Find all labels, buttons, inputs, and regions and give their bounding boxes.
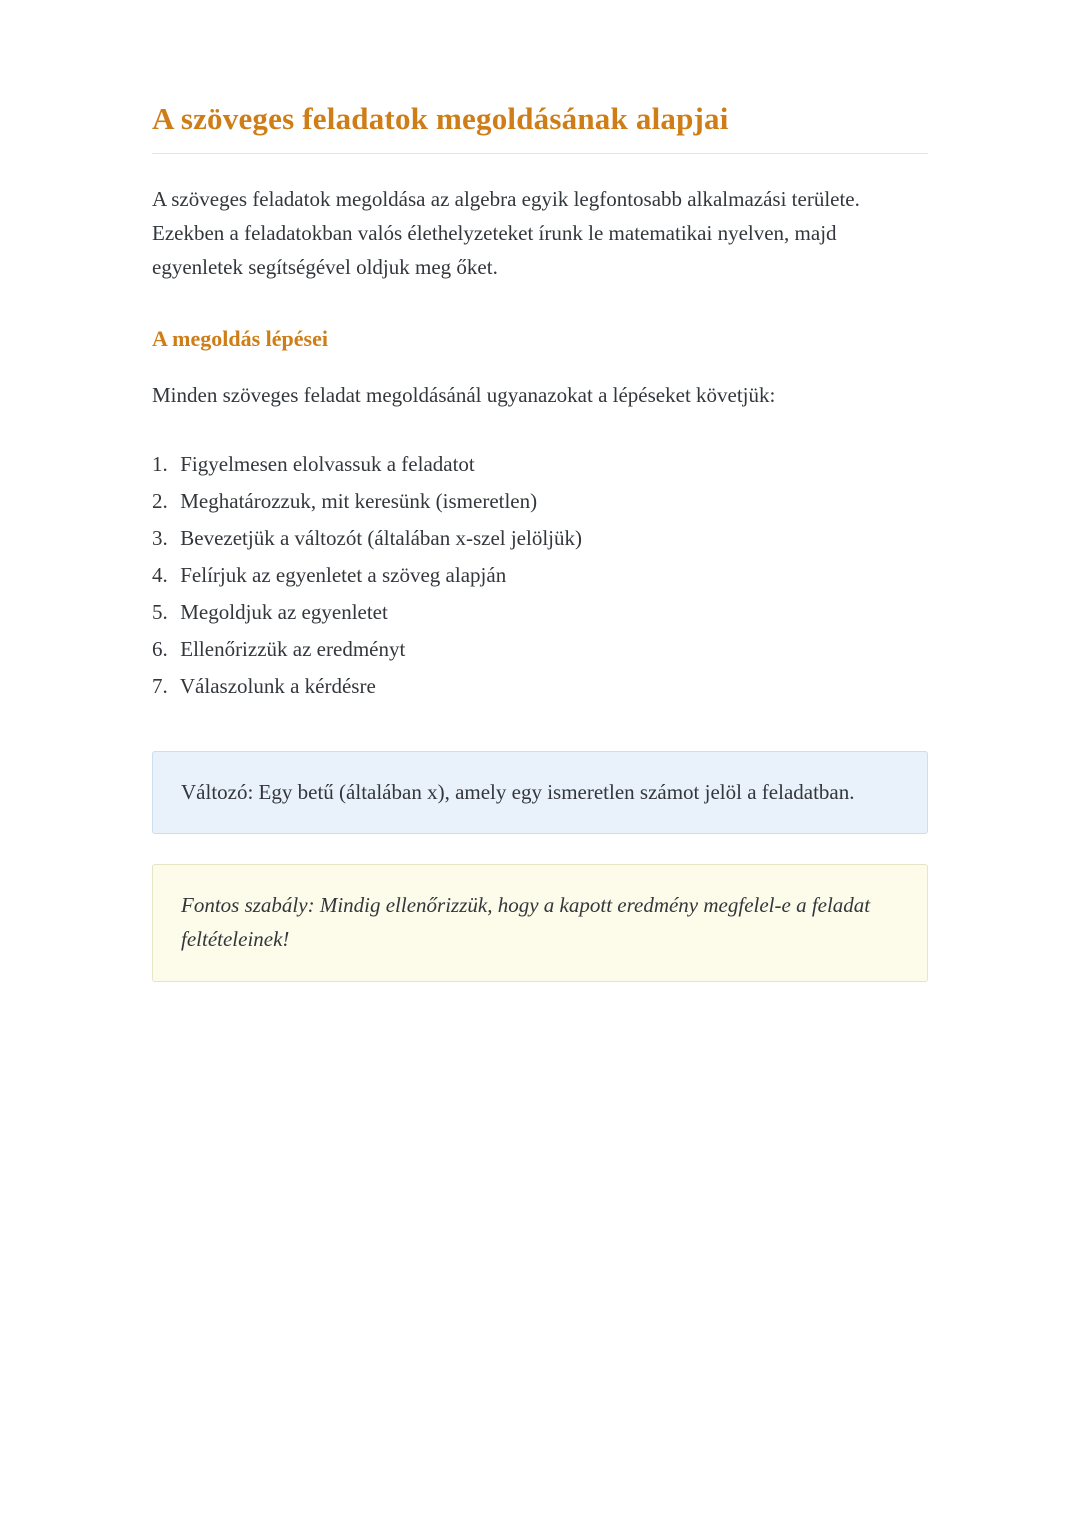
list-item-text: Bevezetjük a változót (általában x-szel jelöljük) bbox=[180, 525, 582, 550]
list-item-text: Figyelmesen elolvassuk a feladatot bbox=[180, 451, 475, 476]
list-item bbox=[152, 446, 928, 483]
list-item-text: Meghatározzuk, mit keresünk (ismeretlen) bbox=[180, 488, 538, 513]
list-item-text: Megoldjuk az egyenletet bbox=[180, 599, 388, 624]
section-heading: A megoldás lépései bbox=[152, 325, 328, 351]
steps-intro-paragraph: Minden szöveges feladat megoldásánál ugyanazokat a lépéseket követjük: bbox=[152, 382, 776, 407]
page-title: A szöveges feladatok megoldásának alapjai bbox=[152, 101, 729, 136]
list-item-number: 6. bbox=[152, 636, 168, 661]
list-item-number: 5. bbox=[152, 599, 168, 624]
note-box-text: Fontos szabály: Mindig ellenőrizzük, hogy a kapott eredmény megfelel-e a feladat feltételeinek! bbox=[181, 893, 871, 951]
steps-list bbox=[152, 446, 928, 705]
list-item bbox=[152, 520, 928, 557]
title-divider bbox=[152, 153, 928, 154]
list-item bbox=[152, 631, 928, 668]
info-box-text: Változó: Egy betű (általában x), amely egy ismeretlen számot jelöl a feladatban. bbox=[181, 779, 855, 804]
list-item-number: 4. bbox=[152, 562, 168, 587]
intro-paragraph: A szöveges feladatok megoldása az algebra egyik legfontosabb alkalmazási területe. Ezekben a feladatokban valós élethelyzeteket írunk le matematikai nyelven, majd egyenletek segítségével oldjuk meg őket. bbox=[152, 186, 860, 279]
info-box bbox=[152, 751, 928, 835]
list-item-number: 1. bbox=[152, 451, 168, 476]
list-item bbox=[152, 594, 928, 631]
list-item-number: 3. bbox=[152, 525, 168, 550]
list-item bbox=[152, 668, 928, 705]
list-item bbox=[152, 483, 928, 520]
list-item-text: Válaszolunk a kérdésre bbox=[179, 673, 376, 698]
list-item-number: 2. bbox=[152, 488, 168, 513]
list-item-text: Felírjuk az egyenletet a szöveg alapján bbox=[180, 562, 507, 587]
note-box bbox=[152, 864, 928, 981]
list-item bbox=[152, 557, 928, 594]
document-content bbox=[152, 100, 928, 982]
list-item-text: Ellenőrizzük az eredményt bbox=[180, 636, 406, 661]
list-item-number: 7. bbox=[152, 673, 168, 698]
